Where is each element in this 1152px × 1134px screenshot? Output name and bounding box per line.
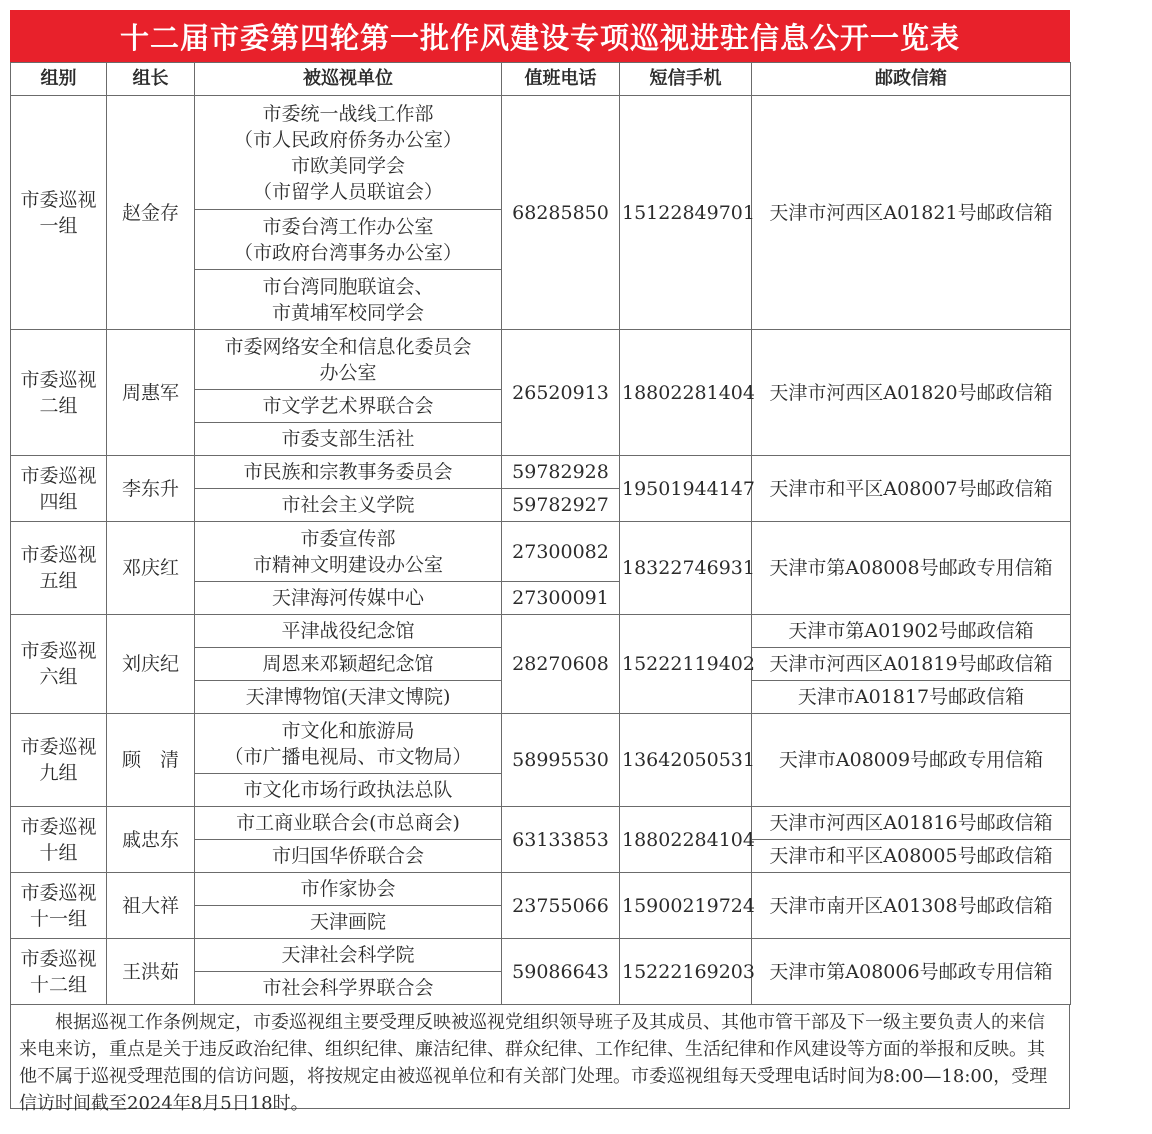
group-name [11,807,107,873]
sms-mobile: 18802284104 [620,807,752,873]
duty-phone: 58995530 [502,714,620,807]
header-mobile: 短信手机 [620,63,752,96]
group-leader: 李东升 [107,456,195,522]
unit-line: （市留学人员联谊会） [252,180,443,203]
inspected-unit [195,96,502,210]
duty-phone: 27300091 [502,582,620,615]
group-name [11,873,107,939]
postal-mailbox: 天津市河西区A01819号邮政信箱 [752,648,1071,681]
inspected-unit: 天津海河传媒中心 [195,582,502,615]
table-row [11,939,1071,972]
group-name [11,939,107,1005]
sms-mobile: 15122849701 [620,96,752,330]
postal-mailbox: 天津市A08009号邮政专用信箱 [752,714,1071,807]
postal-mailbox: 天津市第A08008号邮政专用信箱 [752,522,1071,615]
postal-mailbox: 天津市河西区A01821号邮政信箱 [752,96,1071,330]
group-name-line: 五组 [39,570,78,592]
group-name-line: 市委巡视 [20,881,97,904]
group-leader: 顾 清 [107,714,195,807]
sms-mobile: 15222119402 [620,615,752,714]
duty-phone: 27300082 [502,522,620,582]
sms-mobile: 15900219724 [620,873,752,939]
unit-line: 市黄埔军校同学会 [271,301,424,324]
duty-phone: 23755066 [502,873,620,939]
group-name-line: 市委巡视 [20,368,97,391]
inspected-unit: 周恩来邓颖超纪念馆 [195,648,502,681]
group-name-line: 四组 [39,490,78,513]
inspected-unit: 天津画院 [195,906,502,939]
group-name-line: 市委巡视 [20,464,97,487]
table-row [11,330,1071,390]
group-name-line: 一组 [39,214,78,237]
group-name-line: 六组 [39,666,78,688]
inspected-unit: 市文化市场行政执法总队 [195,774,502,807]
postal-mailbox: 天津市第A01902号邮政信箱 [752,615,1071,648]
inspection-table [10,62,1071,1005]
inspected-unit [195,714,502,774]
sms-mobile: 19501944147 [620,456,752,522]
group-name-line: 十一组 [29,907,87,930]
inspected-unit: 平津战役纪念馆 [195,615,502,648]
disclosure-sheet [10,10,1070,1114]
duty-phone: 59782927 [502,489,620,522]
group-name-line: 市委巡视 [20,544,97,566]
table-row [11,456,1071,489]
unit-line: 市文化和旅游局 [281,719,415,742]
inspected-unit: 天津博物馆(天津文博院) [195,681,502,714]
page-title: 十二届市委第四轮第一批作风建设专项巡视进驻信息公开一览表 [10,10,1070,62]
table-row [11,714,1071,774]
table-row [11,873,1071,906]
group-leader: 赵金存 [107,96,195,330]
table-row [11,522,1071,582]
group-name-line: 市委巡视 [20,640,97,662]
inspected-unit: 市民族和宗教事务委员会 [195,456,502,489]
sms-mobile: 18802281404 [620,330,752,456]
group-name-line: 二组 [39,394,78,417]
postal-mailbox: 天津市河西区A01820号邮政信箱 [752,330,1071,456]
header-phone: 值班电话 [502,63,620,96]
table-row [11,807,1071,840]
table-body [11,96,1071,1005]
header-mailbox: 邮政信箱 [752,63,1071,96]
group-name-line: 市委巡视 [20,736,97,758]
duty-phone: 68285850 [502,96,620,330]
duty-phone: 26520913 [502,330,620,456]
group-name [11,615,107,714]
unit-line: （市广播电视局、市文物局） [224,745,472,768]
inspected-unit [195,210,502,270]
group-name-line: 十二组 [29,973,87,996]
sms-mobile: 18322746931 [620,522,752,615]
group-name-line: 市委巡视 [20,815,97,838]
unit-line: 市委网络安全和信息化委员会 [224,335,472,358]
table-row [11,615,1071,648]
group-leader: 刘庆纪 [107,615,195,714]
group-leader: 王洪茹 [107,939,195,1005]
group-leader: 周惠军 [107,330,195,456]
unit-line: 市委统一战线工作部 [262,102,434,125]
group-name-line: 市委巡视 [20,188,97,211]
sms-mobile: 15222169203 [620,939,752,1005]
postal-mailbox: 天津市A01817号邮政信箱 [752,681,1071,714]
table-row [11,96,1071,210]
group-name-line: 十组 [39,841,78,864]
group-leader: 戚忠东 [107,807,195,873]
duty-phone: 59782928 [502,456,620,489]
group-leader: 邓庆红 [107,522,195,615]
duty-phone: 63133853 [502,807,620,873]
postal-mailbox: 天津市河西区A01816号邮政信箱 [752,807,1071,840]
group-name [11,96,107,330]
group-name [11,330,107,456]
inspected-unit [195,522,502,582]
inspected-unit: 市社会科学界联合会 [195,972,502,1005]
inspected-unit [195,330,502,390]
sms-mobile: 13642050531 [620,714,752,807]
unit-line: 市委台湾工作办公室 [262,215,434,238]
unit-line: 办公室 [319,361,377,384]
unit-line: 市委宣传部 [300,527,396,550]
group-name [11,522,107,615]
unit-line: 市台湾同胞联谊会、 [262,275,434,298]
inspected-unit: 天津社会科学院 [195,939,502,972]
unit-line: （市政府台湾事务办公室） [233,241,462,264]
unit-line: 市精神文明建设办公室 [252,553,443,576]
inspected-unit [195,270,502,330]
inspected-unit: 市归国华侨联合会 [195,840,502,873]
postal-mailbox: 天津市和平区A08005号邮政信箱 [752,840,1071,873]
inspected-unit: 市作家协会 [195,873,502,906]
duty-phone: 59086643 [502,939,620,1005]
unit-line: （市人民政府侨务办公室） [233,128,462,151]
postal-mailbox: 天津市南开区A01308号邮政信箱 [752,873,1071,939]
group-name [11,714,107,807]
postal-mailbox: 天津市和平区A08007号邮政信箱 [752,456,1071,522]
header-row [11,63,1071,96]
header-unit: 被巡视单位 [195,63,502,96]
unit-line: 市欧美同学会 [290,154,405,177]
header-group: 组别 [11,63,107,96]
postal-mailbox: 天津市第A08006号邮政专用信箱 [752,939,1071,1005]
group-name [11,456,107,522]
footnote: 根据巡视工作条例规定，市委巡视组主要受理反映被巡视党组织领导班子及其成员、其他市管干部及下一级主要负责人的来信来电来访，重点是关于违反政治纪律、组织纪律、廉洁纪律、群众纪律、工作纪律、生活纪律和作风建设等方面的举报和反映。其他不属于巡视受理范围的信访问题，将按规定由被巡视单位和有关部门处理。市委巡视组每天受理电话时间为8:00—18:00，受理信访时间截至2024年8月5日18时。 [10,1005,1070,1109]
inspected-unit: 市委支部生活社 [195,423,502,456]
inspected-unit: 市社会主义学院 [195,489,502,522]
header-leader: 组长 [107,63,195,96]
duty-phone: 28270608 [502,615,620,714]
inspected-unit: 市工商业联合会(市总商会) [195,807,502,840]
group-leader: 祖大祥 [107,873,195,939]
group-name-line: 九组 [39,762,78,784]
group-name-line: 市委巡视 [20,947,97,970]
inspected-unit: 市文学艺术界联合会 [195,390,502,423]
